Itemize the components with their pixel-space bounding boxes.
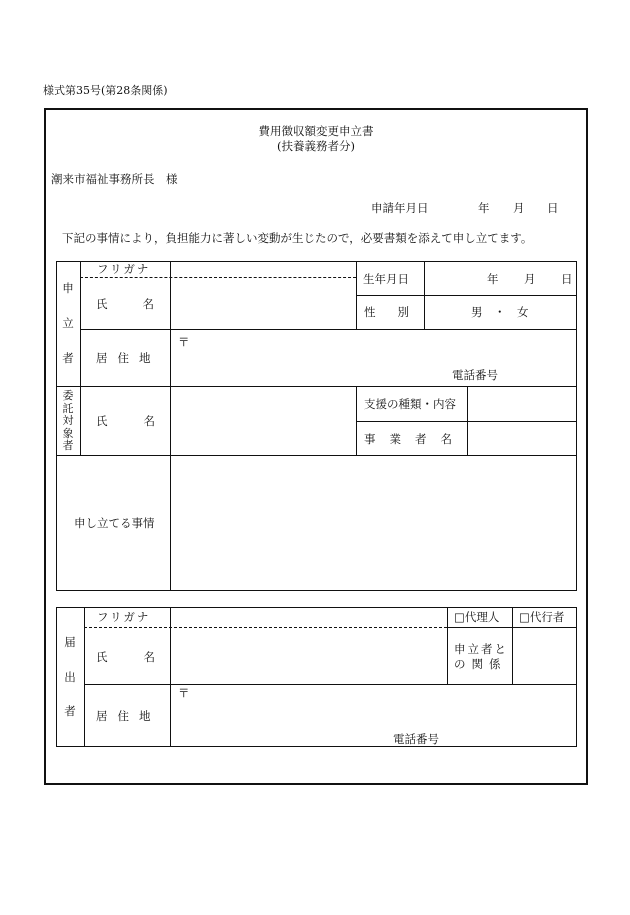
notifier-label-2: 出	[64, 670, 76, 684]
relation-label-2: の関係	[454, 657, 507, 671]
notifier-address-label: 居住地	[96, 709, 161, 723]
intro-text: 下記の事情により，負担能力に著しい変動が生じたので，必要書類を添えて申し立てます。	[62, 231, 533, 245]
applicant-postal-mark: 〒	[178, 335, 190, 349]
notifier-name-label: 氏名	[96, 650, 191, 664]
applicant-phone-label: 電話番号	[452, 368, 498, 382]
proxy-checkbox[interactable]: □代行者	[519, 610, 565, 624]
relation-label-1: 申立者と	[454, 642, 508, 656]
notifier-postal-mark: 〒	[178, 686, 190, 700]
sex-options: 男 ・ 女	[471, 305, 529, 319]
application-date-day: 日	[547, 201, 559, 215]
birth-year: 年	[487, 272, 499, 286]
applicant-name-label: 氏 名	[96, 297, 154, 311]
application-date-month: 月	[513, 201, 525, 215]
notifier-phone-label: 電話番号	[393, 732, 439, 746]
notifier-furigana-label: フリガナ	[97, 610, 151, 624]
form-title: 費用徴収額変更申立書	[258, 124, 374, 138]
birthdate-label: 生年月日	[363, 272, 409, 286]
applicant-label-2: 立	[62, 316, 74, 330]
entrusted-section-label: 委 託 対 象 者	[62, 389, 74, 452]
applicant-label-1: 申	[62, 281, 74, 295]
applicant-address-label: 居住地	[96, 351, 161, 365]
form-number: 様式第35号(第28条関係)	[43, 84, 168, 97]
reason-label: 申し立てる事情	[74, 516, 155, 530]
addressee: 潮来市福祉事務所長 様	[51, 172, 178, 186]
agent-checkbox[interactable]: □代理人	[454, 610, 500, 624]
applicant-furigana-label: フリガナ	[97, 262, 151, 276]
application-date-label: 申請年月日	[371, 201, 429, 215]
sex-label: 性別	[364, 305, 431, 319]
notifier-label-3: 者	[64, 704, 76, 718]
birth-month: 月	[524, 272, 536, 286]
entrusted-name-label: 氏名	[96, 414, 191, 428]
application-date-year: 年	[478, 201, 490, 215]
birth-day: 日	[561, 272, 573, 286]
provider-label: 事業者名	[364, 432, 466, 446]
support-type-label: 支援の種類・内容	[364, 397, 456, 411]
notifier-label-1: 届	[64, 635, 76, 649]
form-subtitle: (扶養義務者分)	[277, 139, 355, 153]
applicant-label-3: 者	[62, 351, 74, 365]
notifier-table	[56, 607, 577, 747]
